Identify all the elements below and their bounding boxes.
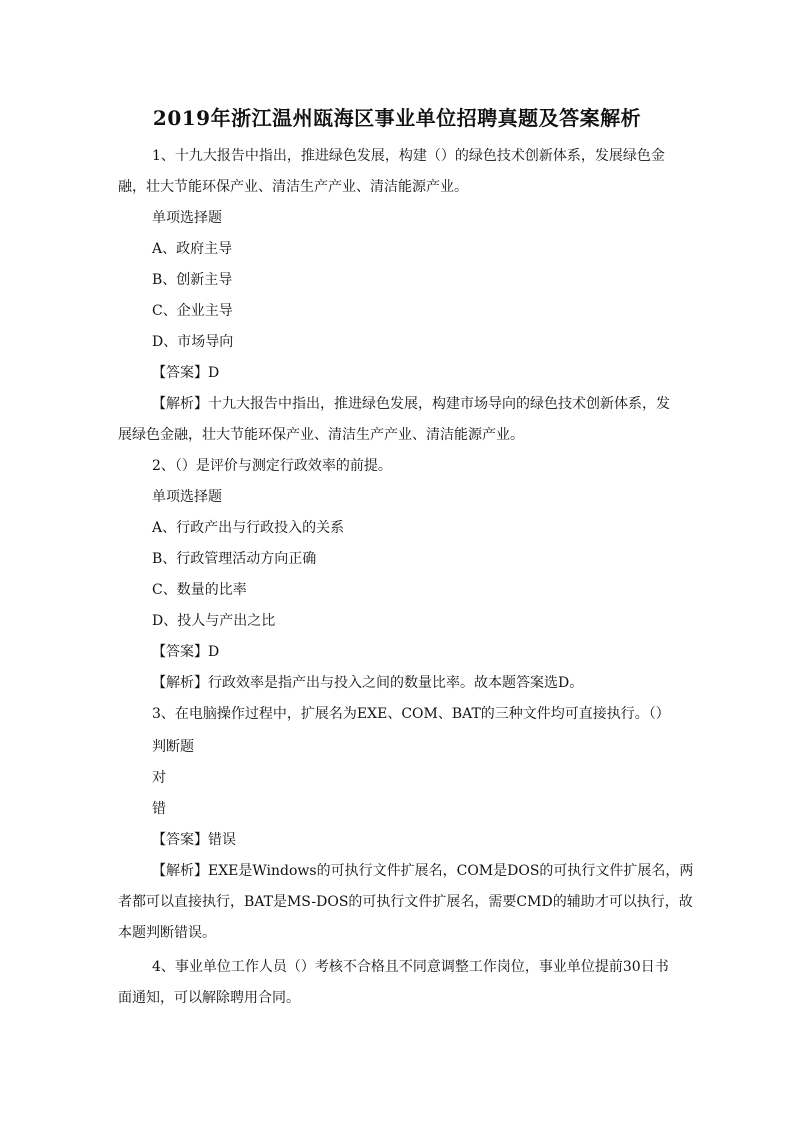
- question-3-answer: 【答案】错误: [152, 832, 236, 848]
- page-title: 2019年浙江温州瓯海区事业单位招聘真题及答案解析: [152, 106, 642, 130]
- question-3-analysis-line-1: 【解析】EXE是Windows的可执行文件扩展名，COM是DOS的可执行文件扩展名，两: [152, 863, 694, 879]
- question-1-stem-line-1: 1、十九大报告中指出，推进绿色发展，构建（）的绿色技术创新体系，发展绿色金: [152, 148, 665, 164]
- question-2-analysis-line-1: 【解析】行政效率是指产出与投入之间的数量比率。故本题答案选D。: [152, 675, 584, 691]
- question-1-analysis-line-2: 展绿色金融，壮大节能环保产业、清洁生产产业、清洁能源产业。: [118, 427, 524, 443]
- question-1-option-b: B、创新主导: [152, 272, 233, 288]
- question-2-answer: 【答案】D: [152, 644, 220, 660]
- question-1-option-a: A、政府主导: [152, 241, 233, 257]
- question-3-option-false: 错: [152, 801, 166, 817]
- question-3-analysis-line-3: 本题判断错误。: [118, 925, 216, 941]
- question-4-stem-line-1: 4、事业单位工作人员（）考核不合格且不同意调整工作岗位，事业单位提前30日书: [152, 959, 669, 975]
- question-1-option-c: C、企业主导: [152, 303, 233, 319]
- question-1-option-d: D、市场导向: [152, 334, 234, 350]
- question-1-stem-line-2: 融，壮大节能环保产业、清洁生产产业、清洁能源产业。: [118, 179, 468, 195]
- question-1-answer: 【答案】D: [152, 365, 220, 381]
- question-2-option-a: A、行政产出与行政投入的关系: [152, 520, 345, 536]
- question-2-option-c: C、数量的比率: [152, 582, 247, 598]
- question-3-analysis-line-2: 者都可以直接执行，BAT是MS-DOS的可执行文件扩展名，需要CMD的辅助才可以执行，故: [118, 894, 693, 910]
- question-2-option-d: D、投人与产出之比: [152, 613, 276, 629]
- question-3-option-true: 对: [152, 770, 166, 786]
- question-3-stem-line-1: 3、在电脑操作过程中，扩展名为EXE、COM、BAT的三种文件均可直接执行。（）: [152, 706, 670, 722]
- question-4-stem-line-2: 面通知，可以解除聘用合同。: [118, 990, 300, 1006]
- question-2-type: 单项选择题: [152, 489, 222, 505]
- question-1-type: 单项选择题: [152, 210, 222, 226]
- question-2-option-b: B、行政管理活动方向正确: [152, 551, 317, 567]
- question-3-type: 判断题: [152, 739, 194, 755]
- question-2-stem-line-1: 2、（）是评价与测定行政效率的前提。: [152, 458, 392, 474]
- question-1-analysis-line-1: 【解析】十九大报告中指出，推进绿色发展，构建市场导向的绿色技术创新体系，发: [152, 396, 670, 412]
